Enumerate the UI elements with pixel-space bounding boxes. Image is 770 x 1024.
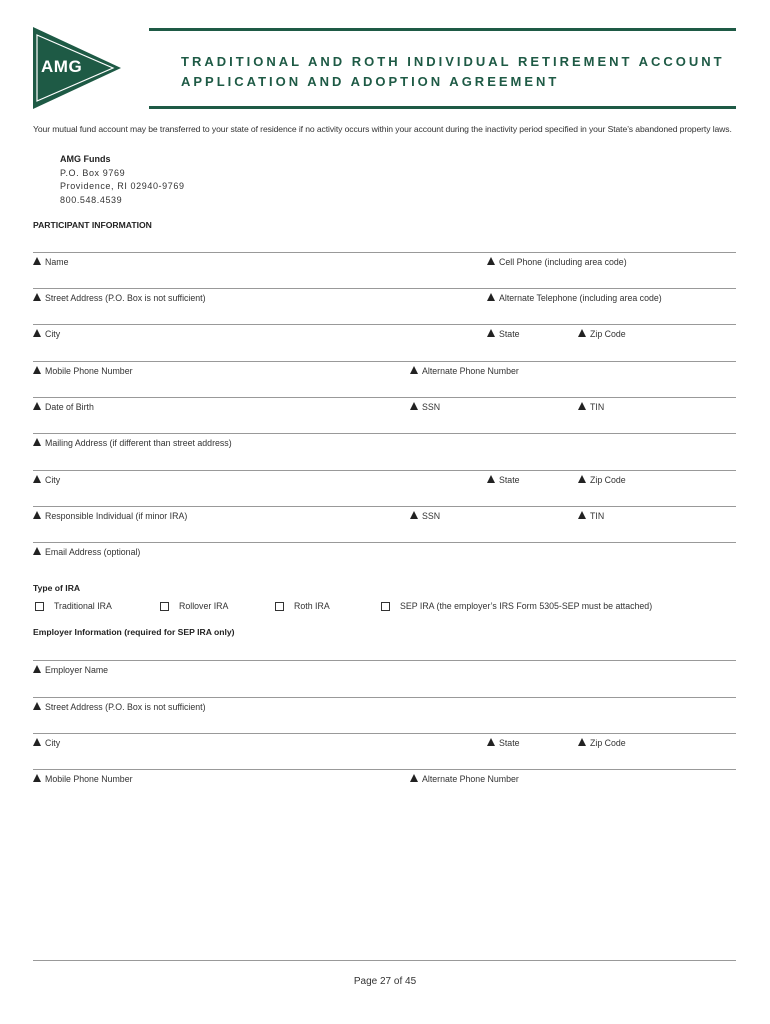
triangle-marker-icon (33, 366, 41, 374)
city-field[interactable]: City (33, 329, 60, 339)
alt-telephone-field[interactable]: Alternate Telephone (including area code) (487, 293, 662, 303)
rule (33, 470, 736, 471)
triangle-marker-icon (33, 293, 41, 301)
rule (33, 769, 736, 770)
rule (33, 288, 736, 289)
mailing-zip-field[interactable]: Zip Code (578, 475, 626, 485)
triangle-marker-icon (487, 293, 495, 301)
rule (33, 660, 736, 661)
employer-street-field[interactable]: Street Address (P.O. Box is not sufficient) (33, 702, 206, 712)
date-of-birth-field[interactable]: Date of Birth (33, 402, 94, 412)
ira-type-heading: Type of IRA (33, 583, 81, 593)
responsible-tin-field[interactable]: TIN (578, 511, 604, 521)
mailing-address-field[interactable]: Mailing Address (if different than street address) (33, 438, 232, 448)
ssn-field[interactable]: SSN (410, 402, 440, 412)
rule (33, 697, 736, 698)
tin-field[interactable]: TIN (578, 402, 604, 412)
triangle-marker-icon (487, 257, 495, 265)
mailing-address (60, 153, 185, 207)
rule (33, 397, 736, 398)
employer-state-field[interactable]: State (487, 738, 520, 748)
employer-heading: Employer Information (required for SEP IRA only) (33, 627, 235, 637)
rule (33, 252, 736, 253)
header-rule-bottom (149, 106, 736, 109)
triangle-marker-icon (578, 738, 586, 746)
footer-rule (33, 960, 736, 961)
checkbox-icon (160, 602, 169, 611)
mailing-state-field[interactable]: State (487, 475, 520, 485)
employer-alt-phone-field[interactable]: Alternate Phone Number (410, 774, 519, 784)
triangle-marker-icon (578, 475, 586, 483)
participant-heading: PARTICIPANT INFORMATION (33, 220, 152, 230)
amg-logo (33, 27, 123, 109)
employer-zip-field[interactable]: Zip Code (578, 738, 626, 748)
rule (33, 433, 736, 434)
mailing-city-field[interactable]: City (33, 475, 60, 485)
triangle-marker-icon (33, 738, 41, 746)
page-number: Page 27 of 45 (353, 976, 417, 987)
logo-text: AMG (41, 57, 83, 76)
title-line-1: TRADITIONAL AND ROTH INDIVIDUAL RETIREMENT ACCOUNT (181, 54, 725, 69)
triangle-marker-icon (487, 738, 495, 746)
triangle-marker-icon (33, 547, 41, 555)
triangle-marker-icon (33, 665, 41, 673)
name-field[interactable]: Name (33, 257, 68, 267)
rule (33, 542, 736, 543)
triangle-marker-icon (33, 402, 41, 410)
employer-mobile-field[interactable]: Mobile Phone Number (33, 774, 133, 784)
triangle-marker-icon (410, 402, 418, 410)
address-line-2: Providence, RI 02940-9769 (60, 181, 185, 191)
address-phone: 800.548.4539 (60, 194, 123, 205)
alt-phone-field[interactable]: Alternate Phone Number (410, 366, 519, 376)
address-name: AMG Funds (60, 154, 111, 164)
address-line-1: P.O. Box 9769 (60, 167, 126, 178)
rollover-ira-checkbox[interactable]: Rollover IRA (160, 601, 228, 611)
triangle-marker-icon (578, 511, 586, 519)
street-address-field[interactable]: Street Address (P.O. Box is not sufficient) (33, 293, 206, 303)
checkbox-icon (275, 602, 284, 611)
triangle-marker-icon (33, 329, 41, 337)
employer-city-field[interactable]: City (33, 738, 60, 748)
traditional-ira-checkbox[interactable]: Traditional IRA (35, 601, 112, 611)
responsible-ssn-field[interactable]: SSN (410, 511, 440, 521)
triangle-marker-icon (33, 774, 41, 782)
employer-name-field[interactable]: Employer Name (33, 665, 108, 675)
cell-phone-field[interactable]: Cell Phone (including area code) (487, 257, 627, 267)
page-title (181, 52, 741, 92)
rule (33, 733, 736, 734)
triangle-marker-icon (33, 438, 41, 446)
triangle-marker-icon (410, 774, 418, 782)
header-rule-top (149, 28, 736, 31)
zip-field[interactable]: Zip Code (578, 329, 626, 339)
checkbox-icon (35, 602, 44, 611)
rule (33, 324, 736, 325)
triangle-marker-icon (487, 475, 495, 483)
responsible-individual-field[interactable]: Responsible Individual (if minor IRA) (33, 511, 187, 521)
roth-ira-checkbox[interactable]: Roth IRA (275, 601, 330, 611)
triangle-marker-icon (33, 511, 41, 519)
sep-ira-checkbox[interactable]: SEP IRA (the employer’s IRS Form 5305-SEP must be attached) (381, 601, 652, 611)
triangle-marker-icon (410, 366, 418, 374)
triangle-marker-icon (33, 702, 41, 710)
state-field[interactable]: State (487, 329, 520, 339)
triangle-marker-icon (33, 257, 41, 265)
triangle-marker-icon (578, 329, 586, 337)
mobile-phone-field[interactable]: Mobile Phone Number (33, 366, 133, 376)
title-line-2: APPLICATION AND ADOPTION AGREEMENT (181, 74, 560, 89)
rule (33, 361, 736, 362)
triangle-marker-icon (487, 329, 495, 337)
abandoned-property-notice: Your mutual fund account may be transferred to your state of residence if no activity occurs within your account during the inactivity period specified in your State’s abandoned property laws. (33, 124, 732, 134)
triangle-marker-icon (578, 402, 586, 410)
rule (33, 506, 736, 507)
checkbox-icon (381, 602, 390, 611)
triangle-marker-icon (33, 475, 41, 483)
email-field[interactable]: Email Address (optional) (33, 547, 140, 557)
triangle-marker-icon (410, 511, 418, 519)
